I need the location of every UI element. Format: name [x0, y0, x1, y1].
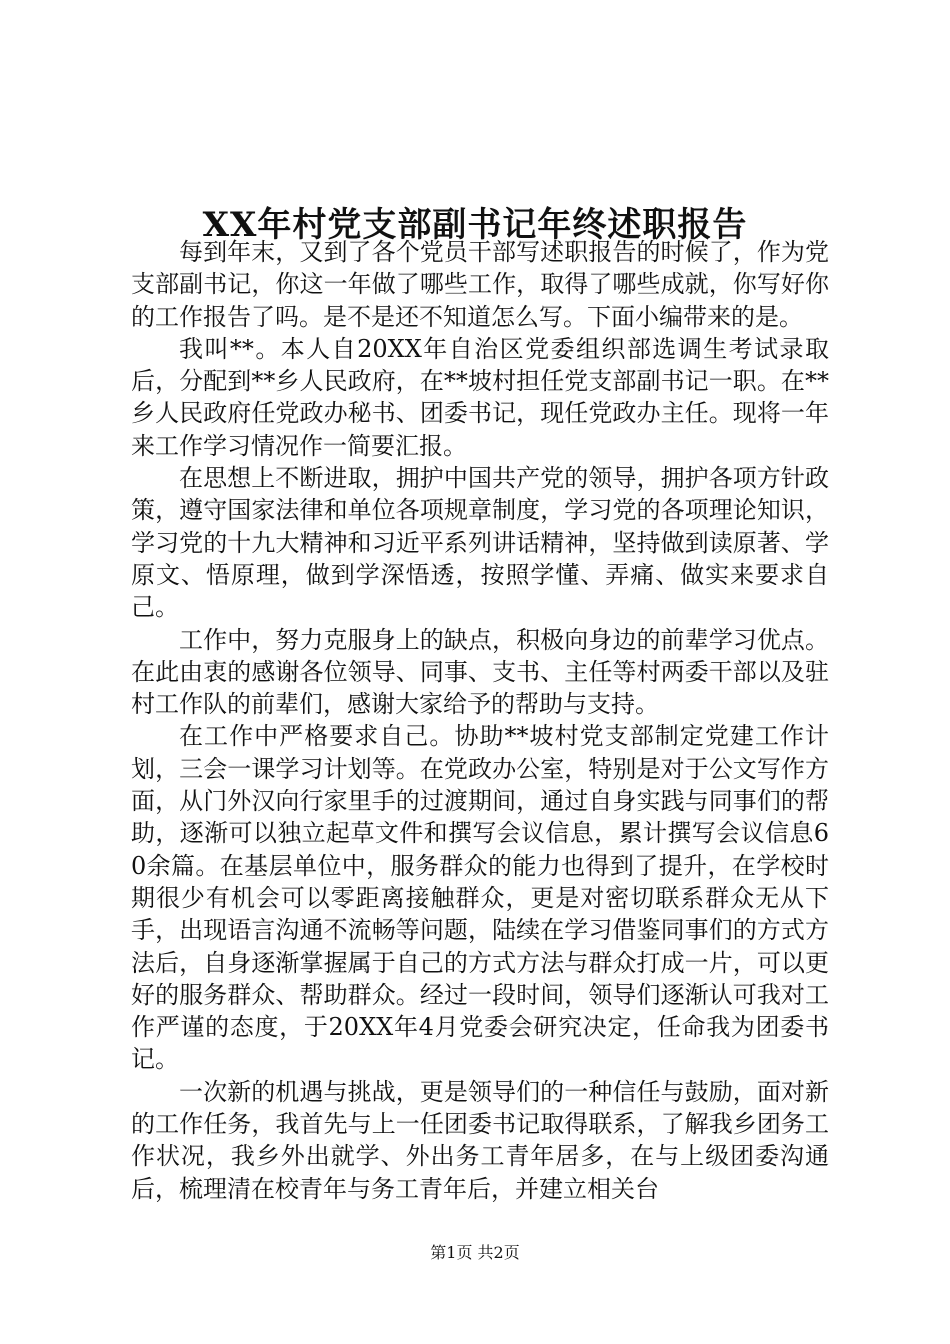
- page-number-footer: 第1页 共2页: [430, 1243, 520, 1262]
- paragraph-new-challenge: 一次新的机遇与挑战，更是领导们的一种信任与鼓励，面对新的工作任务，我首先与上一任团委书记取得联系，了解我乡团务工作状况，我乡外出就学、外出务工青年居多，在与上级团委沟通后，梳理清在校青年与务工青年后，并建立相关台: [131, 1077, 829, 1203]
- paragraph-gratitude: 工作中，努力克服身上的缺点，积极向身边的前辈学习优点。在此由衷的感谢各位领导、同事、支书、主任等村两委干部以及驻村工作队的前辈们，感谢大家给予的帮助与支持。: [131, 625, 829, 719]
- document-body: [131, 236, 829, 1205]
- paragraph-self-introduction: 我叫**。本人自20XX年自治区党委组织部选调生考试录取后，分配到**乡人民政府，在**坡村担任党支部副书记一职。在**乡人民政府任党政办秘书、团委书记，现任党政办主任。现将一年来工作学习情况作一简要汇报。: [131, 334, 829, 460]
- document-title: XX年村党支部副书记年终述职报告: [202, 204, 748, 245]
- paragraph-work-requirements: 在工作中严格要求自己。协助**坡村党支部制定党建工作计划，三会一课学习计划等。在党政办公室，特别是对于公文写作方面，从门外汉向行家里手的过渡期间，通过自身实践与同事们的帮助，逐渐可以独立起草文件和撰写会议信息，累计撰写会议信息60余篇。在基层单位中，服务群众的能力也得到了提升，在学校时期很少有机会可以零距离接触群众，更是对密切联系群众无从下手，出现语言沟通不流畅等问题，陆续在学习借鉴同事们的方式方法后，自身逐渐掌握属于自己的方式方法与群众打成一片，可以更好的服务群众、帮助群众。经过一段时间，领导们逐渐认可我对工作严谨的态度，于20XX年4月党委会研究决定，任命我为团委书记。: [131, 722, 829, 1074]
- paragraph-intro: 每到年末，又到了各个党员干部写述职报告的时候了，作为党支部副书记，你这一年做了哪些工作，取得了哪些成就，你写好你的工作报告了吗。是不是还不知道怎么写。下面小编带来的是。: [131, 238, 829, 331]
- paragraph-ideology: 在思想上不断进取，拥护中国共产党的领导，拥护各项方针政策，遵守国家法律和单位各项规章制度，学习党的各项理论知识，学习党的十九大精神和习近平系列讲话精神，坚持做到读原著、学原文、悟原理，做到学深悟透，按照学懂、弄痛、做实来要求自己。: [131, 464, 829, 622]
